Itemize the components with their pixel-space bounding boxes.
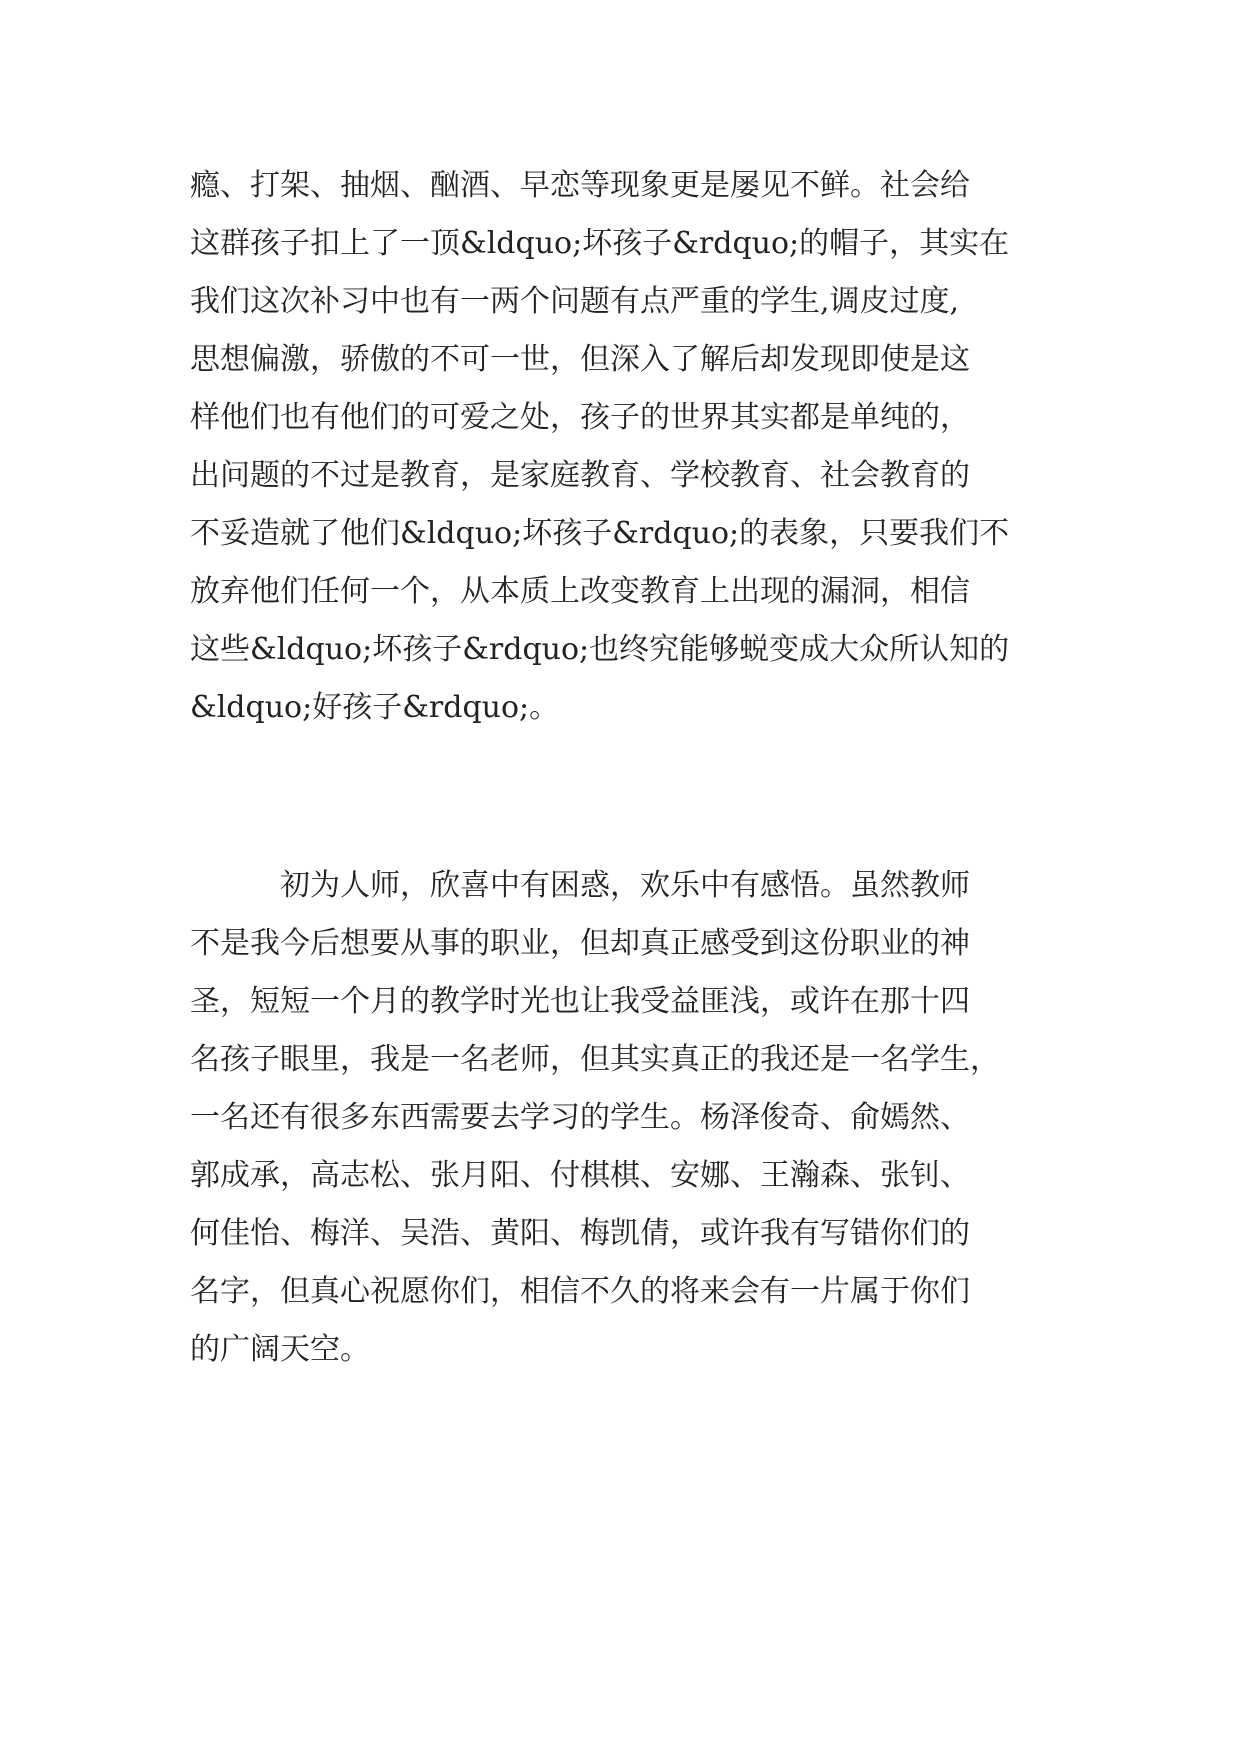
text-line: 瘾、打架、抽烟、酗酒、早恋等现象更是屡见不鲜。社会给	[190, 168, 970, 203]
text-line: 不是我今后想要从事的职业，但却真正感受到这份职业的神	[190, 926, 970, 961]
text-line: 名字，但真心祝愿你们，相信不久的将来会有一片属于你们	[190, 1274, 970, 1309]
text-line: 放弃他们任何一个，从本质上改变教育上出现的漏洞，相信	[190, 574, 970, 609]
text-line: 样他们也有他们的可爱之处，孩子的世界其实都是单纯的，	[190, 400, 970, 435]
text-line: 初为人师，欣喜中有困惑，欢乐中有感悟。虽然教师	[190, 868, 970, 903]
text-line: 思想偏激，骄傲的不可一世，但深入了解后却发现即使是这	[190, 342, 970, 377]
text-line: 圣，短短一个月的教学时光也让我受益匪浅，或许在那十四	[190, 984, 970, 1019]
text-line: 的广阔天空。	[190, 1332, 370, 1367]
text-line: 郭成承，高志松、张月阳、付棋棋、安娜、王瀚森、张钊、	[190, 1158, 970, 1193]
text-line: 何佳怡、梅洋、吴浩、黄阳、梅凯倩，或许我有写错你们的	[190, 1216, 970, 1251]
body-paragraph	[190, 857, 1090, 1379]
body-paragraph	[190, 157, 1090, 737]
text-line: 我们这次补习中也有一两个问题有点严重的学生,调皮过度,	[190, 284, 960, 319]
text-line: 不妥造就了他们&ldquo;坏孩子&rdquo;的表象，只要我们不	[190, 516, 1010, 551]
text-line: &ldquo;好孩子&rdquo;。	[190, 690, 560, 725]
text-line: 一名还有很多东西需要去学习的学生。杨泽俊奇、俞嫣然、	[190, 1100, 970, 1135]
text-line: 名孩子眼里，我是一名老师，但其实真正的我还是一名学生，	[190, 1042, 1000, 1077]
text-line: 这群孩子扣上了一顶&ldquo;坏孩子&rdquo;的帽子，其实在	[190, 226, 1010, 261]
text-line: 出问题的不过是教育，是家庭教育、学校教育、社会教育的	[190, 458, 970, 493]
text-line: 这些&ldquo;坏孩子&rdquo;也终究能够蜕变成大众所认知的	[190, 632, 1010, 667]
